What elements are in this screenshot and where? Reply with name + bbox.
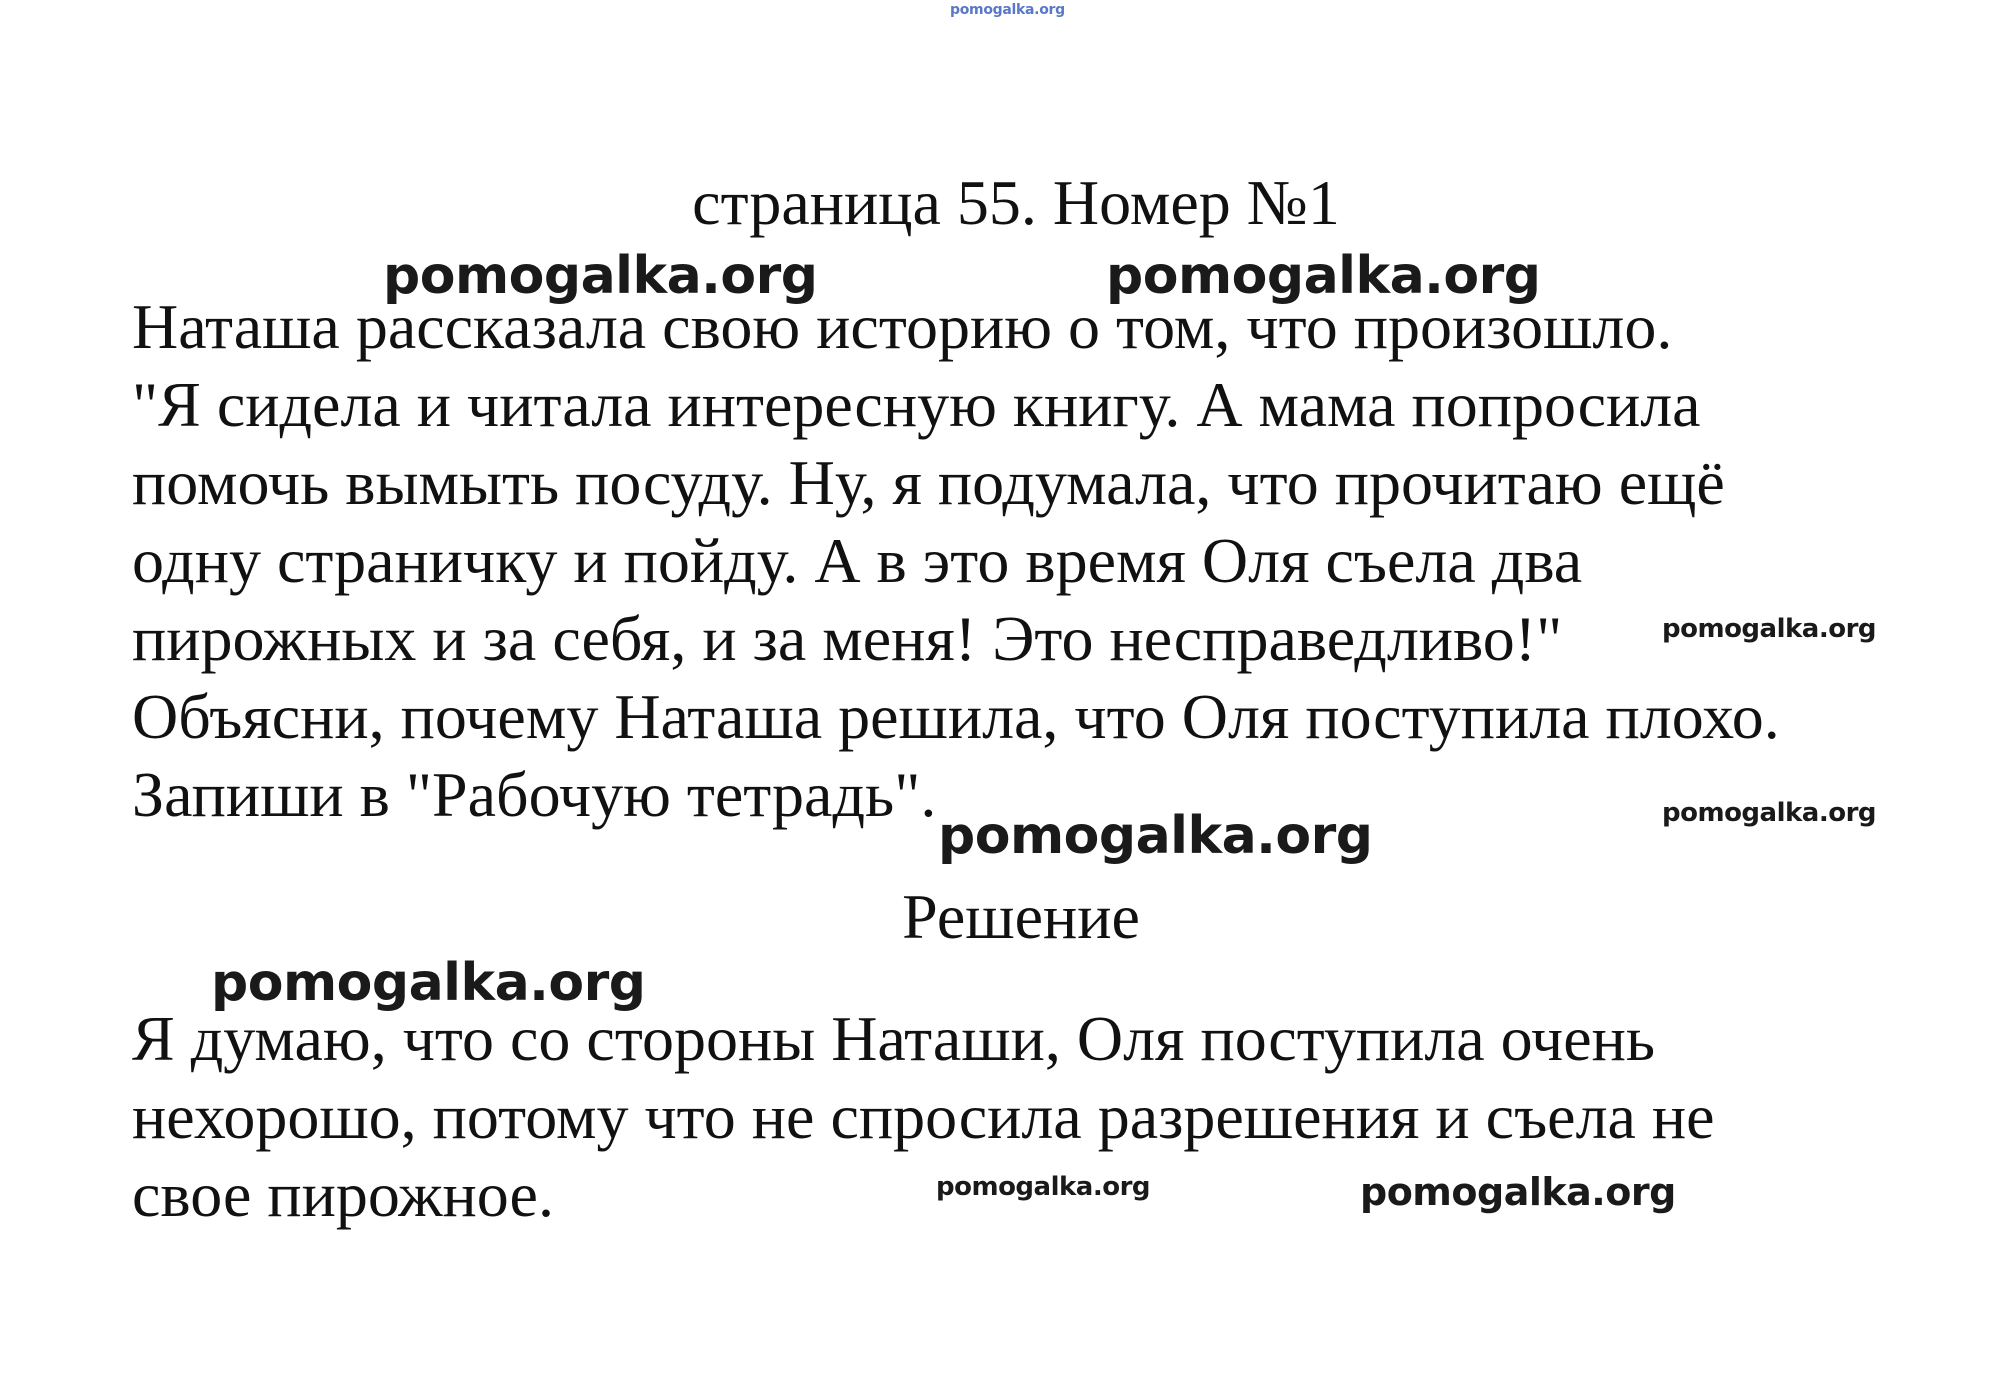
watermark: pomogalka.org (1106, 246, 1541, 306)
header-watermark: pomogalka.org (950, 2, 1065, 18)
watermark: pomogalka.org (1662, 798, 1877, 828)
task-line: помочь вымыть посуду. Ну, я подумала, что прочитаю ещё (132, 447, 1725, 518)
watermark: pomogalka.org (1360, 1170, 1676, 1214)
task-line: одну страничку и пойду. А в это время Оля съела два (132, 525, 1583, 596)
solution-line: свое пирожное. (132, 1159, 554, 1230)
task-line: Объясни, почему Наташа решила, что Оля поступила плохо. (132, 681, 1780, 752)
solution-heading: Решение (902, 881, 1140, 952)
watermark: pomogalka.org (1662, 614, 1877, 644)
task-line: Наташа рассказала свою историю о том, что произошло. (132, 291, 1673, 362)
task-line: "Я сидела и читала интересную книгу. А мама попросила (132, 369, 1701, 440)
solution-line: нехорошо, потому что не спросила разрешения и съела не (132, 1081, 1715, 1152)
solution-line: Я думаю, что со стороны Наташи, Оля поступила очень (132, 1003, 1656, 1074)
watermark: pomogalka.org (383, 246, 818, 306)
task-line: Запиши в "Рабочую тетрадь". (132, 759, 937, 830)
task-line: пирожных и за себя, и за меня! Это несправедливо!" (132, 603, 1563, 674)
watermark: pomogalka.org (936, 1172, 1151, 1202)
page-title: страница 55. Номер №1 (692, 167, 1340, 238)
watermark: pomogalka.org (938, 806, 1373, 866)
task-text (132, 288, 1780, 834)
watermark: pomogalka.org (211, 953, 646, 1013)
